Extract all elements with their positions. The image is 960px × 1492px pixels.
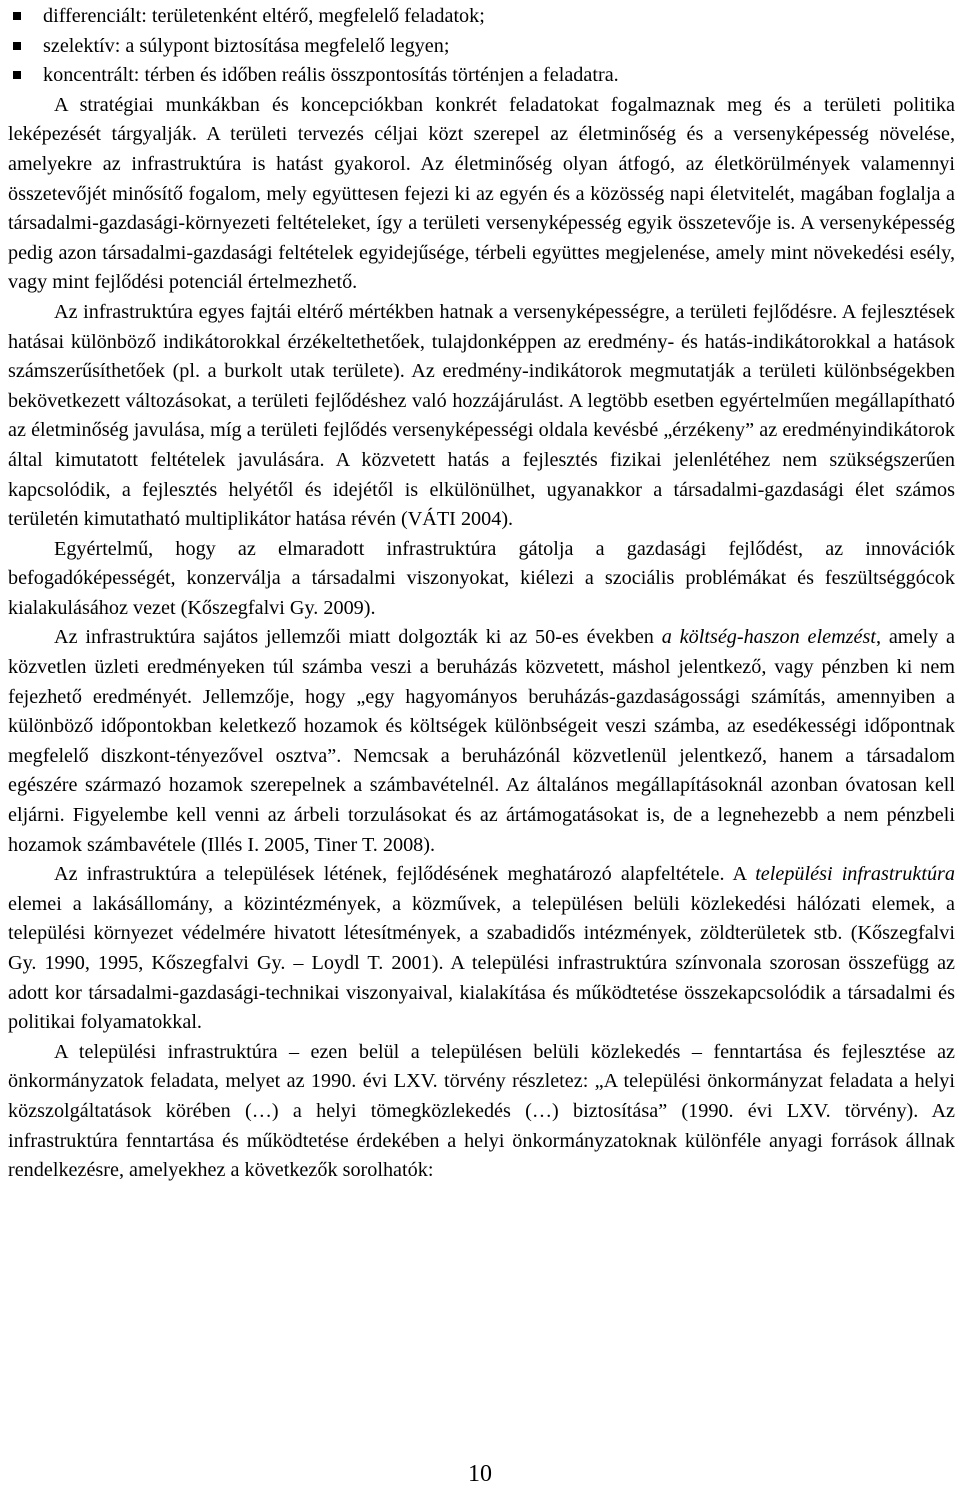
bullet-text: differenciált: területenként eltérő, megfelelő feladatok;	[43, 5, 485, 27]
square-bullet-icon	[13, 71, 21, 79]
document-page	[8, 0, 955, 1186]
paragraph-text: Az infrastruktúra sajátos jellemzői miatt dolgozták ki az 50-es években	[54, 626, 662, 649]
paragraph	[8, 298, 955, 535]
paragraph-italic-term: települési infrastruktúra	[755, 863, 955, 886]
paragraph-text: A települési infrastruktúra – ezen belül a településen belüli közlekedés – fenntartása és fejlesztése az önkormányzatok feladata, melyet az 1990. évi LXV. törvény részletez: „A települési önkormányzat feladata a helyi közszolgáltatások körében (…) a helyi tömegközlekedés (…) biztosítása” (1990. évi LXV. törvény). Az infrastruktúra fenntartása és működtetése érdekében a helyi önkormányzatoknak különféle anyagi források állnak rendelkezésre, amelyekhez a következők sorolhatók:	[8, 1040, 955, 1182]
bullet-item	[8, 61, 955, 91]
paragraph-text: Egyértelmű, hogy az elmaradott infrastruktúra gátolja a gazdasági fejlődést, az innovációk befogadóképességét, konzerválja a társadalmi viszonyokat, kiélezi a szociális problémákat és feszültséggócok kialakulásához vezet (Kőszegfalvi Gy. 2009).	[8, 537, 955, 619]
bullet-text: koncentrált: térben és időben reális összpontosítás történjen a feladatra.	[43, 64, 619, 87]
bullet-item	[8, 2, 955, 32]
paragraph-text: elemei a lakásállomány, a közintézmények, a közművek, a településen belüli közlekedési hálózati elemek, a települési környezet védelmére hivatott létesítmények, a szabadidős intézmények, zöldterületek stb. (Kőszegfalvi Gy. 1990, 1995, Kőszegfalvi Gy. – Loydl T. 2001). A települési infrastruktúra színvonala szorosan összefügg az adott kor társadalmi-gazdasági-technikai viszonyaival, kialakítása és működtetése összekapcsolódik a társadalmi és politikai folyamatokkal.	[8, 892, 955, 1034]
paragraph-text: Az infrastruktúra a települések létének, fejlődésének meghatározó alapfeltétele. A	[54, 863, 756, 886]
bullet-text: szelektív: a súlypont biztosítása megfelelő legyen;	[43, 34, 450, 57]
paragraph	[8, 91, 955, 298]
paragraph-text: Az infrastruktúra egyes fajtái eltérő mértékben hatnak a versenyképességre, a területi fejlődésre. A fejlesztések hatásai különböző indikátorokkal érzékeltethetőek, tulajdonképpen az eredmény- és hatás-indikátorokkal a hatások számszerűsíthetőek (pl. a burkolt utak területe). Az eredmény-indikátorok megmutatják a területi különbségekben bekövetkezett változásokat, a területi fejlődéshez való hozzájárulást. A legtöbb esetben egyértelműen megállapítható az életminőség javulása, míg a területi fejlődés versenyképességi oldala kevésbé „érzékeny” az eredményindikátorok által kimutatott feltételek javulására. A közvetett hatás a fejlesztés fizikai jelenlétéhez nem szükségszerűen kapcsolódik, a fejlesztés helyétől és idejétől is elkülönülhet, ugyanakkor a társadalmi-gazdasági élet számos területén kimutatható multiplikátor hatása révén (VÁTI 2004).	[8, 300, 955, 531]
paragraph	[8, 623, 955, 860]
page-number: 10	[468, 1461, 492, 1487]
bullet-list	[8, 2, 955, 91]
paragraph-text: A stratégiai munkákban és koncepciókban konkrét feladatokat fogalmaznak meg és a területi politika leképezését tárgyalják. A területi tervezés céljai közt szerepel az életminőség és a versenyképesség növelése, amelyekre az infrastruktúra is hatást gyakorol. Az életminőség olyan átfogó, az életkörülmények valamennyi összetevőjét minősítő fogalom, mely együttesen fejezi ki az egyén és a közösség napi életvitelét, magában foglalja a társadalmi-gazdasági-környezeti feltételeket, így a területi versenyképesség egyik összetevője is. A versenyképesség pedig azon társadalmi-gazdasági feltételek egyidejűsége, térbeli együttes megjelenése, amely mint növekedési esély, vagy mint fejlődési potenciál értelmezhető.	[8, 93, 955, 294]
square-bullet-icon	[13, 42, 21, 50]
bullet-item	[8, 32, 955, 62]
paragraph-text: , amely a közvetlen üzleti eredményeken túl számba veszi a beruházás közvetett, máshol jelentkező, vagy pénzben ki nem fejezhető eredményét. Jellemzője, hogy „egy hagyományos beruházás-gazdaságossági számítás, amennyiben a különböző időpontokban keletkező hozamok és költségek különbségeit veszi számba, az esedékességi időpontnak megfelelő diszkont-tényezővel osztva”. Nemcsak a beruházónál közvetlenül jelentkező, hanem a társadalom egészére származó hozamok szerepelnek a számbavételnél. Az általános megállapításoknál azonban óvatosan kell eljárni. Figyelembe kell venni az árbeli torzulásokat és az ártámogatásokat is, de a legnehezebb a nem pénzbeli hozamok számbavétele (Illés I. 2005, Tiner T. 2008).	[8, 626, 955, 856]
paragraph	[8, 535, 955, 624]
square-bullet-icon	[13, 12, 21, 20]
paragraph	[8, 1038, 955, 1186]
paragraph-italic-term: a költség-haszon elemzést	[661, 626, 876, 649]
paragraph	[8, 860, 955, 1038]
